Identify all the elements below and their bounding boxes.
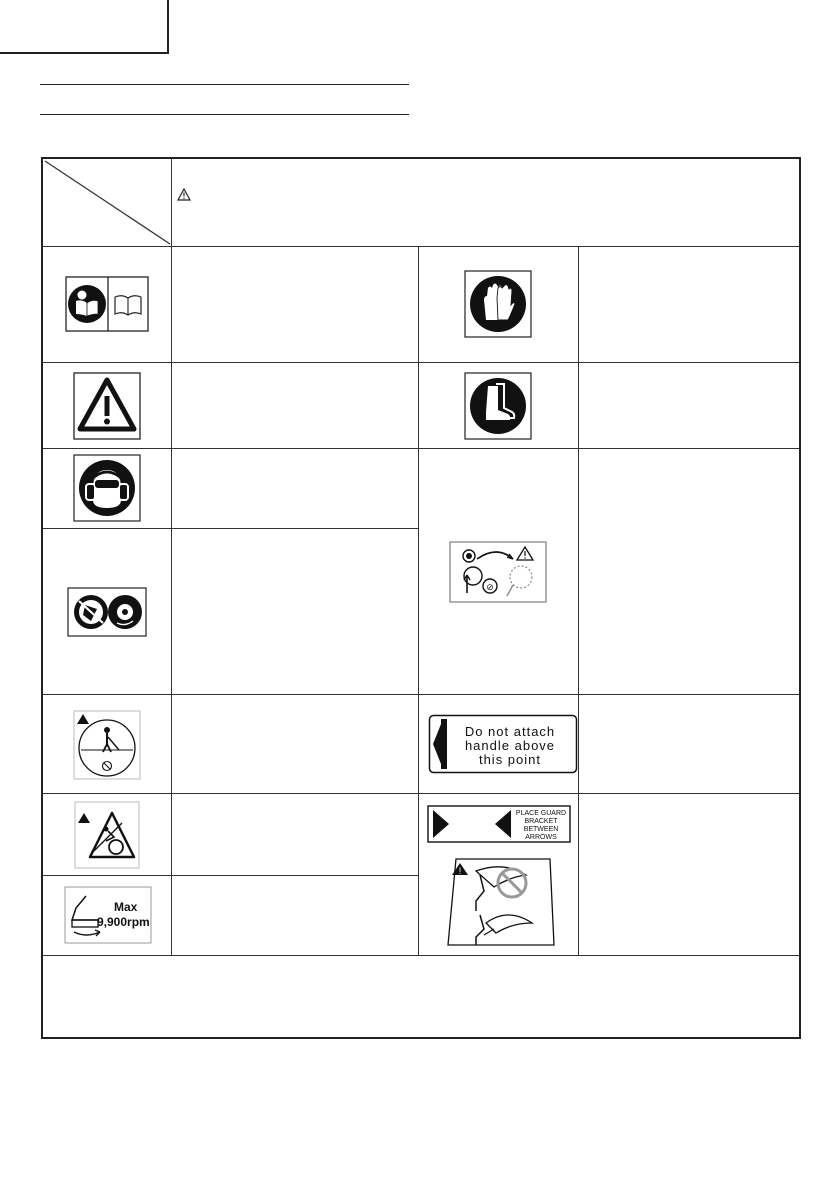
guard-label-line4: ARROWS [525,834,557,841]
warning-triangle-icon [73,372,141,440]
header-diagonal-cell [43,159,172,246]
svg-text:⊘: ⊘ [486,582,494,592]
guard-bracket-label [427,805,571,843]
row-line-1 [43,246,799,247]
col-line-2 [418,246,419,955]
safety-distance-icon [73,710,141,780]
handle-position-label [428,714,578,774]
max-rpm-icon [64,886,152,944]
row-line-5 [43,694,799,695]
handle-label-line1: Do not attach [464,724,556,739]
row-line-2 [43,362,799,363]
rotation-hazard-icon [449,541,547,603]
svg-text:!: ! [458,866,462,876]
heading-rule-top [40,84,409,85]
symbols-table [41,157,801,1039]
handle-label-line3: this point [478,752,542,767]
guard-label-line1: PLACE GUARD [515,810,567,817]
guard-label-line2: BRACKET [524,818,558,825]
eye-ear-protection-icon [73,454,141,522]
header-warning-icon [177,188,191,201]
handle-label-line2: handle above [464,738,556,753]
row-line-4 [43,528,419,529]
kickback-icon [74,801,140,869]
saw-blade-icon [67,587,147,637]
guard-label-line3: BETWEEN [523,826,559,833]
gloves-icon [464,270,532,338]
heading-rule-bottom [40,114,409,115]
col-line-1 [171,159,172,955]
rpm-label-line2: 9,900rpm [97,915,150,929]
row-line-7 [43,875,419,876]
read-manual-icon [65,276,149,332]
row-line-3 [43,448,799,449]
row-line-6 [43,793,799,794]
row-line-8 [43,955,799,956]
page-tab-box [0,0,169,54]
boots-icon [464,372,532,440]
col-line-3 [578,246,579,955]
rpm-label-line1: Max [114,900,138,914]
guard-install-icon [446,857,556,947]
